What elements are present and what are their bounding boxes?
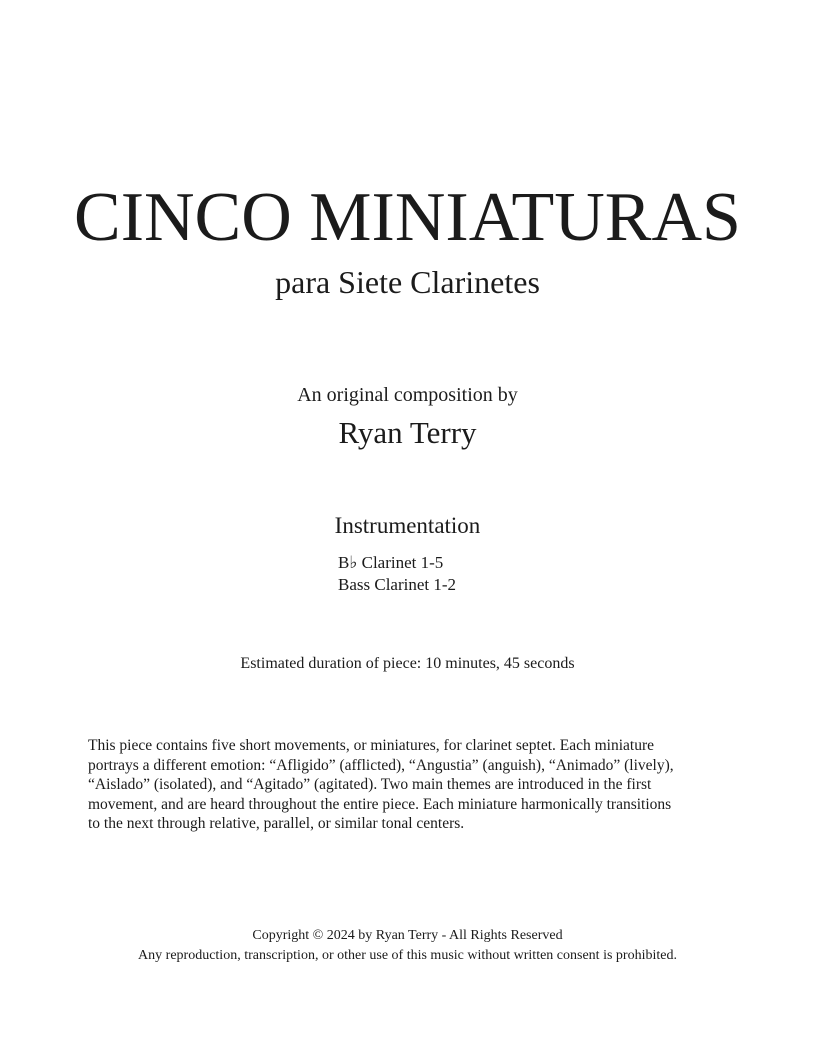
copyright-line: Any reproduction, transcription, or other use of this music without written consent is prohibited. bbox=[138, 948, 677, 963]
page-title: CINCO MINIATURAS bbox=[74, 179, 741, 256]
instrument-list bbox=[338, 552, 456, 596]
description-paragraph bbox=[88, 736, 674, 834]
description-line: This piece contains five short movements, or miniatures, for clarinet septet. Each miniature bbox=[88, 737, 654, 754]
page-subtitle: para Siete Clarinetes bbox=[275, 264, 540, 300]
instrumentation-heading: Instrumentation bbox=[334, 513, 481, 538]
duration-text: Estimated duration of piece: 10 minutes, 45 seconds bbox=[240, 655, 575, 672]
composer-label: An original composition by bbox=[297, 384, 518, 406]
description-line: “Aislado” (isolated), and “Agitado” (agitated). Two main themes are introduced in the first bbox=[88, 776, 652, 793]
copyright-block bbox=[0, 926, 815, 966]
copyright-line: Copyright © 2024 by Ryan Terry - All Rights Reserved bbox=[252, 928, 563, 943]
instrument-item-clarinet: B♭ Clarinet 1-5 bbox=[338, 553, 444, 572]
composer-name: Ryan Terry bbox=[338, 415, 477, 450]
description-line: portrays a different emotion: “Afligido” (afflicted), “Angustia” (anguish), “Animado” (lively), bbox=[88, 756, 674, 774]
description-line: movement, and are heard throughout the entire piece. Each miniature harmonically transitions bbox=[88, 795, 672, 813]
description-line: to the next through relative, parallel, or similar tonal centers. bbox=[88, 815, 465, 832]
instrument-item-bass-clarinet: Bass Clarinet 1-2 bbox=[338, 575, 457, 594]
